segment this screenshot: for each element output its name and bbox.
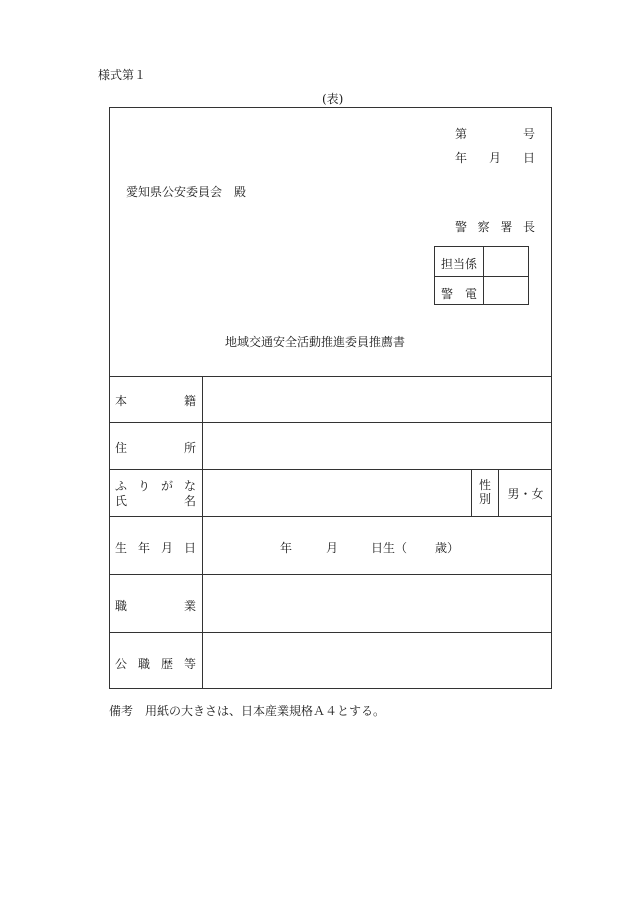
document-number: 第 号 bbox=[455, 127, 535, 141]
birthdate-label: 生 年 月 日 bbox=[115, 541, 196, 555]
gender-label: 性 別 bbox=[478, 478, 491, 506]
furigana-label: ふ り が な bbox=[115, 479, 196, 493]
address-label: 住 所 bbox=[115, 441, 196, 455]
label-column-divider bbox=[202, 376, 203, 689]
divider-occupation bbox=[110, 632, 551, 633]
domicile-label: 本 籍 bbox=[115, 394, 196, 408]
sender: 警 察 署 長 bbox=[455, 220, 535, 234]
divider-birthdate bbox=[110, 574, 551, 575]
form-title: 地域交通安全活動推進委員推薦書 bbox=[224, 335, 405, 349]
contact-phone-label: 警 電 bbox=[440, 287, 477, 301]
divider-address bbox=[110, 469, 551, 470]
divider-header bbox=[110, 376, 551, 377]
contact-box bbox=[434, 246, 529, 305]
remarks-note: 備考 用紙の大きさは、日本産業規格Ａ４とする。 bbox=[109, 704, 386, 718]
divider-name bbox=[110, 516, 551, 517]
divider-domicile bbox=[110, 422, 551, 423]
gender-select[interactable]: 男・女 bbox=[507, 487, 544, 501]
document-date: 年 月 日 bbox=[455, 151, 535, 165]
occupation-label: 職 業 bbox=[115, 599, 196, 613]
form-number: 様式第１ bbox=[98, 68, 147, 82]
addressee: 愛知県公安委員会 殿 bbox=[126, 185, 247, 199]
name-label: 氏 名 bbox=[115, 494, 196, 508]
contact-person-label: 担当係 bbox=[440, 257, 477, 271]
side-label: (表) bbox=[322, 92, 344, 106]
public-career-label: 公 職 歴 等 bbox=[115, 657, 196, 671]
